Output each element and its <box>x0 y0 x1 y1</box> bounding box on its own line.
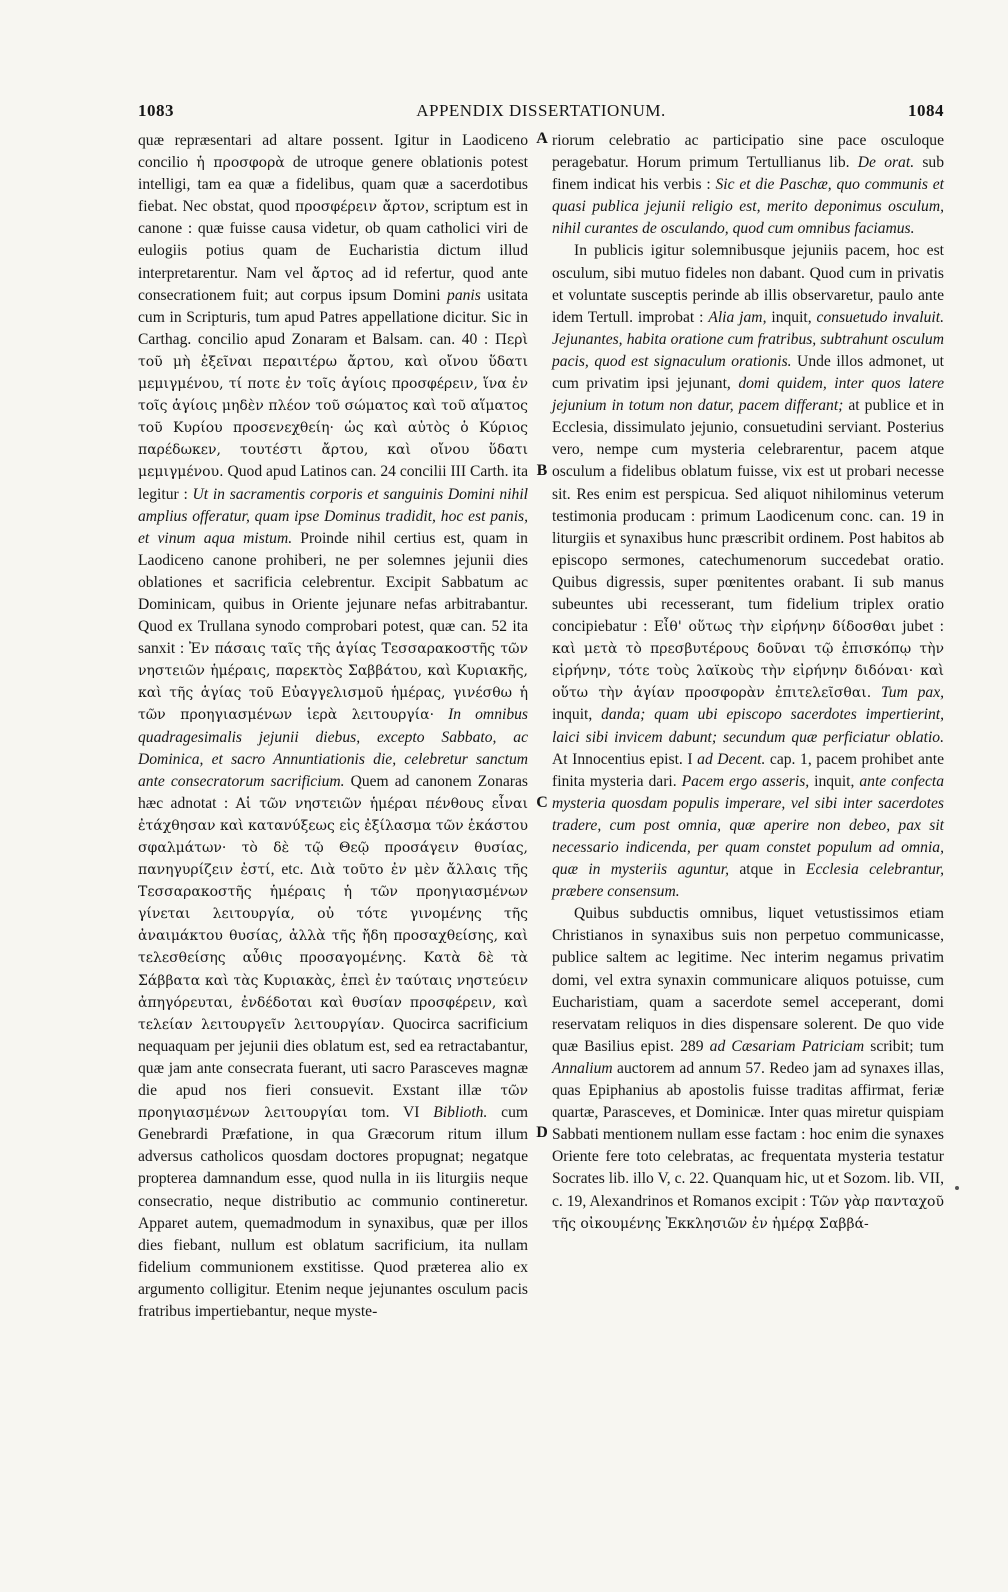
left-paragraph-1 <box>138 130 528 1323</box>
text-run: Quem ad canonem Zonaras hæc adnotat : <box>138 772 528 812</box>
right-paragraph-3 <box>552 903 944 1234</box>
text-run: Unde illos admonet, ut cum privatim ipsi jejunant, <box>552 352 944 393</box>
italic-run: Tum pax, <box>880 684 945 702</box>
text-run: auctorem ad annum 57. Redeo jam ad synaxes illas, quas Epiphanius ab apostolis fuisse traditas affirmat, feriæ quartæ, Parasceves, et Dominicæ. Inter quas miretur quispiam Sabbati mentionem nullam esse factam : hoc enim die synaxes Oriente fere toto celebratas, ac frequentata mysteria testatur Socrates lib. illo V, c. 22. Quanquam hic, ut et Sozom. lib. VII, c. 19, Alexandrinos et Romanos excipit : <box>552 1059 944 1210</box>
running-title: APPENDIX DISSERTATIONUM. <box>416 101 666 120</box>
text-run: , scriptum est in canone : quæ fuisse causa videtur, ob quam catholici viri de eulogiis potius quam de Eucharistia dictum illud interpretarentur. Nam vel <box>138 198 528 282</box>
italic-run: ad Decent. <box>697 750 766 768</box>
text-run: cap. 1, pacem prohibet ante finita mysteria dari. <box>552 750 945 790</box>
greek-run: ἄρτος <box>311 265 354 282</box>
italic-run: consuetudo invaluit. Jejunantes, habita oratione cum fratribus, subtrahunt osculum pacis, quod est signaculum orationis. <box>552 308 944 370</box>
text-run: atque in <box>729 861 806 879</box>
running-header <box>138 101 944 127</box>
italic-run: ad Cæsariam Patriciam <box>709 1037 865 1055</box>
italic-run: domi quidem, inter quos latere jejunium in totum non datur, pacem differant; <box>552 375 945 415</box>
page-number-right: 1084 <box>908 101 944 120</box>
italic-run: panis <box>447 286 481 304</box>
right-paragraph-2 <box>552 240 944 903</box>
ink-speck <box>955 1186 959 1190</box>
greek-run: καὶ μετὰ τὸ πρεσβυτέρους δοῦναι τῷ ἐπισκόπῳ τὴν εἰρήνην, τότε τοὺς λαϊκοὺς τὴν εἰρήνην διδόναι· καὶ οὕτω τὴν ἁγίαν προσφορὰν ἐπιτελεῖσθαι. <box>552 641 944 702</box>
text-run <box>434 706 448 723</box>
text-run: , etc. <box>270 861 311 879</box>
italic-run: De orat. <box>857 154 915 172</box>
text-run: scribit; tum <box>864 1037 944 1055</box>
text-run: cum Genebrardi Præfatione, in qua Græcorum ritum illum adversus catholicos quosdam doctores propugnat; negatque propterea damnandum esse, quod nulla in iis liturgiis neque consecratio, neque distributio ac communio contineretur. Apparet autem, quemadmodum in synaxibus, quæ per illos dies fiebant, nullum est oblatum sacrificium, ita nullam fidelium communionem exstitisse. Quod præterea alio ex argumento colligitur. Etenim neque jejunantes osculum pacis fratribus impertiebantur, neque myste- <box>138 1104 528 1320</box>
text-run: quæ repræsentari ad altare possent. Igitur in Laodiceno concilio <box>138 132 528 172</box>
text-run: inquit, <box>552 706 602 724</box>
greek-run: Αἱ τῶν νηστειῶν ἡμέραι πένθους εἶναι ἐτάχθησαν καὶ κατανύξεως εἰς ἐξίλασμα τῶν ἑκάστου σφαλμάτων· τὸ δὲ τῷ Θεῷ προσάγειν θυσίας, πανηγυρίζειν ἐστί <box>138 795 528 879</box>
section-marker-b: B <box>536 462 548 479</box>
greek-run: Εἶθ' οὕτως τὴν εἰρήνην δίδοσθαι <box>653 619 896 636</box>
text-run: ad id refertur, quod ante consecrationem fuit; aut corpus ipsum Domini <box>138 264 528 304</box>
text-run: Quocirca sacrificium nequaquam per jejunii dies oblatum est, sed ea retractabantur, quæ jam ante consecrata fuerant, uti sacro Parasceves magnæ die apud nos fieri consuevit. Exstant illæ <box>138 1015 528 1100</box>
text-run: inquit, <box>809 772 860 790</box>
greek-run: Ἐν πάσαις ταῖς τῆς ἁγίας Τεσσαρακοστῆς τῶν νηστειῶν ἡμέραις, παρεκτὸς Σαββάτου, καὶ Κυριακῆς, καὶ τῆς ἁγίας τοῦ Εὐαγγελισμοῦ ἡμέρας, γινέσθω ἡ τῶν προηγιασμένων ἱερὰ λειτουργία· <box>138 641 528 724</box>
italic-run: Alia jam, <box>708 308 767 326</box>
right-paragraph-1 <box>552 130 944 240</box>
right-column <box>552 130 944 1235</box>
text-run: inquit, <box>766 308 817 326</box>
page-number-left: 1083 <box>138 101 174 120</box>
greek-run: Τῶν γὰρ πανταχοῦ τῆς οἰκουμένης Ἐκκλησιῶν ἐν ἡμέρᾳ Σαββά- <box>552 1193 944 1232</box>
greek-run: προσφέρειν ἄρτον <box>295 199 425 216</box>
text-run: sub finem indicat his verbis : <box>552 154 945 194</box>
text-run: In publicis igitur solemnibusque jejuniis pacem, hoc est osculum, sibi mutuo fideles non dabant. Quod cum in privatis et voluntate susceptis perinde ab illis observaretur, paulo ante idem Tertull. improbat : <box>552 242 944 326</box>
text-run: riorum celebratio ac participatio sine pace osculoque peragebatur. Horum primum Tertullianus lib. <box>552 132 944 172</box>
section-marker-c: C <box>536 794 548 811</box>
section-marker-a: A <box>536 130 548 147</box>
text-run: Quod apud Latinos can. 24 concilii III Carth. ita legitur : <box>138 463 528 503</box>
italic-run: In omnibus quadragesimalis jejunii diebus, excepto Sabbato, ac Dominica, et sacro Annuntiationis die, celebretur sanctum ante consecratorum sacrificium. <box>138 706 528 790</box>
text-run: jubet : <box>895 618 944 636</box>
greek-run: Διὰ τοῦτο ἐν μὲν ἄλλαις τῆς Τεσσαρακοστῆς ἡμέραις ἡ τῶν προηγιασμένων γίνεται λειτουργία, οὐ τότε γινομένης τῆς ἀναιμάκτου θυσίας, ἀλλὰ τῆς ἤδη προσαχθείσης, καὶ τελεσθείσης αὖθις προσαγομένης. Κατὰ δὲ τὰ Σάββατα καὶ τὰς Κυριακὰς, ἐπεὶ ἐν ταύταις νηστεύειν ἀπηγόρευται, ἐνδέδοται καὶ θυσίαν προσφέρειν, καὶ τελείαν λειτουργεῖν λειτουργίαν. <box>138 862 528 1033</box>
text-run: tom. VI <box>347 1104 434 1122</box>
italic-run: Ut in sacramentis corporis et sanguinis Domini nihil amplius offeratur, quam ipse Dominus tradidit, hoc est panis, et vinum aqua mistum. <box>138 485 528 547</box>
greek-run: ἡ προσφορὰ <box>196 155 285 172</box>
text-run: usitata cum in Scripturis, tum apud Patres appellatione dicitur. Sic in Carthag. concilio apud Zonaram et Balsam. can. 40 : <box>138 286 528 348</box>
text-run: At Innocentius epist. I <box>552 750 698 768</box>
section-marker-d: D <box>536 1124 548 1141</box>
greek-run: τῶν προηγιασμένων λειτουργίαι <box>138 1083 528 1122</box>
text-run: at publice et in Ecclesia, dissimulato jejunio, consuetudini serviant. Posterius vero, nempe cum mysteria celebrarentur, pacem atque osculum a fidelibus oblatum fuisse, vix est ut probari necesse sit. Res enim est perspicua. Sed aliquot nihilominus veterum testimonia producam : primum Laodicenum conc. can. 19 in liturgiis et synaxibus hunc præscribit ordinem. Post habitos ab episcopo sermones, catechumenorum succedebat oratio. Quibus digressis, super pœnitentes orabant. Ii sub manus subeuntes ubi recesserant, tum fidelium triplex oratio concipiebatur : <box>552 397 944 636</box>
italic-run: Annalium <box>552 1059 613 1077</box>
text-run: Proinde nihil certius est, quam in Laodiceno canone prohiberi, ne per solemnes jejunii dies oblationes et sacrificia celebrentur. Excipit Sabbatum ac Dominicam, quibus in Oriente jejunare nefas arbitrabantur. Quod ex Trullana synodo comprobari potest, quæ can. 52 ita sanxit : <box>138 529 528 658</box>
italic-run: danda; quam ubi episcopo sacerdotes impertierint, laici sibi invicem dabunt; secundum quæ perficiatur oblatio. <box>552 706 944 746</box>
text-run: de utroque genere oblationis potest intelligi, tam ea quæ a fidelibus, quam quæ a sacerdotibus fiebat. Nec obstat, quod <box>138 154 528 216</box>
text-run: Quibus subductis omnibus, liquet vetustissimos etiam Christianos in synaxibus suis non perpetuo communicasse, publice saltem ac legitime. Nec interim negamus privatim domi, vel extra synaxin communicare aliquos potuisse, cum Eucharistiam, quam a sacerdote semel acceperant, domi reservatam reliquos in dies dispensare solerent. De quo vide quæ Basilius epist. 289 <box>552 905 944 1055</box>
italic-run: Sic et die Paschæ, quo communis et quasi publica jejunii religio est, merito deponimus osculum, nihil curantes de osculando, quod cum omnibus faciamus. <box>552 176 944 238</box>
italic-run: Ecclesia celebrantur, præbere consensum. <box>552 861 945 901</box>
greek-run: Περὶ τοῦ μὴ ἐξεῖναι περαιτέρω ἄρτου, καὶ οἴνου ὕδατι μεμιγμένου, τί ποτε ἐν τοῖς ἁγίοις προσφέρειν, ἵνα ἐν τοῖς ἁγίοις μηδὲν πλέον τοῦ σώματος καὶ τοῦ αἵματος τοῦ Κυρίου προσενεχθείη· ὡς καὶ αὐτὸς ὁ Κύριος παρέδωκεν, τουτέστι ἄρτου, καὶ οἴνου ὕδατι μεμιγμένου. <box>138 331 528 481</box>
left-column <box>138 130 528 1323</box>
italic-run: ante confecta mysteria quosdam populis imperare, vel sibi inter sacerdotes tradere, cum post omnia, quæ aperire non debeo, pax sit necessario indicenda, per quam constet populum ad omnia, quæ in mysteriis aguntur, <box>552 772 944 879</box>
italic-run: Biblioth. <box>433 1104 488 1122</box>
text-run <box>871 684 881 701</box>
italic-run: Pacem ergo asseris, <box>681 772 810 790</box>
